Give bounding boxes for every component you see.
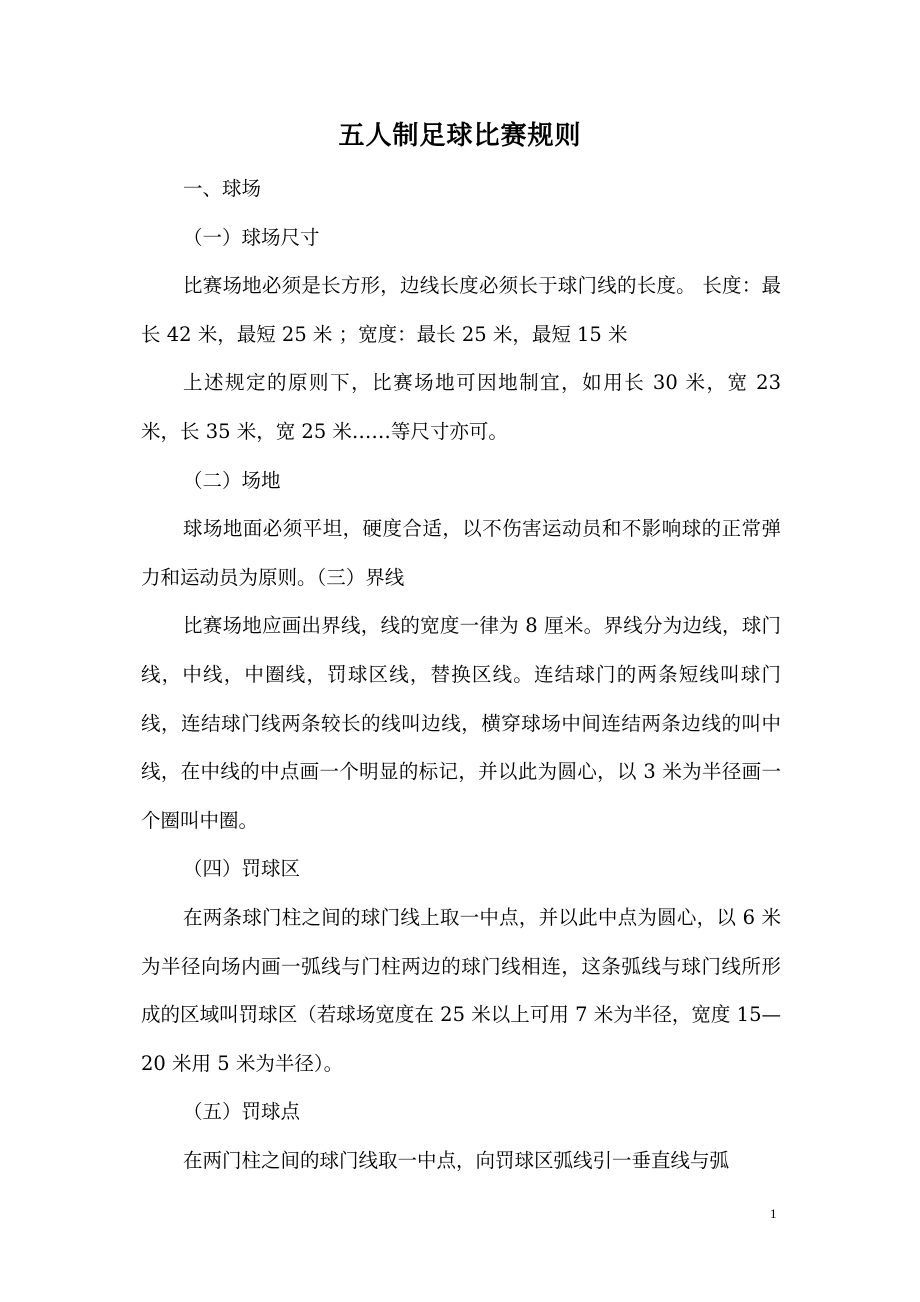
document-body — [141, 165, 781, 1185]
section-heading: 一、球场 — [183, 177, 262, 200]
paragraph: 在两门柱之间的球门线取一中点，向罚球区弧线引一垂直线与弧 — [183, 1148, 730, 1172]
paragraph: 在两条球门柱之间的球门线上取一中点，并以此中点为圆心，以 6 米为半径向场内画一弧线与门柱两边的球门线相连，这条弧线与球门线所形成的区域叫罚球区（若球场宽度在 25 米以上可用 7 米为半径，宽度 15—20 米用 5 米为半径）。 — [141, 905, 781, 1075]
paragraph: 比赛场地应画出界线，线的宽度一律为 8 厘米。界线分为边线，球门线，中线，中圈线，罚球区线，替换区线。连结球门的两条短线叫球门线，连结球门线两条较长的线叫边线，横穿球场中间连结两条边线的叫中线，在中线的中点画一个明显的标记，并以此为圆心，以 3 米为半径画一个圈叫中圈。 — [141, 614, 781, 832]
paragraph: 球场地面必须平坦，硬度合适，以不伤害运动员和不影响球的正常弹力和运动员为原则。（三）界线 — [141, 517, 781, 589]
paragraph: 上述规定的原则下，比赛场地可因地制宜，如用长 30 米，宽 23 米，长 35 米，宽 25 米……等尺寸亦可。 — [141, 371, 781, 443]
subsection-heading: （二）场地 — [183, 468, 281, 492]
subsection-heading: （一）球场尺寸 — [183, 225, 320, 249]
page-number: 1 — [770, 1206, 777, 1221]
document-title: 五人制足球比赛规则 — [338, 121, 582, 151]
subsection-heading: （五）罚球点 — [183, 1100, 301, 1124]
subsection-heading: （四）罚球区 — [183, 857, 301, 881]
paragraph: 比赛场地必须是长方形，边线长度必须长于球门线的长度。 长度：最长 42 米，最短 25 米 ；宽度：最长 25 米，最短 15 米 — [141, 274, 781, 346]
